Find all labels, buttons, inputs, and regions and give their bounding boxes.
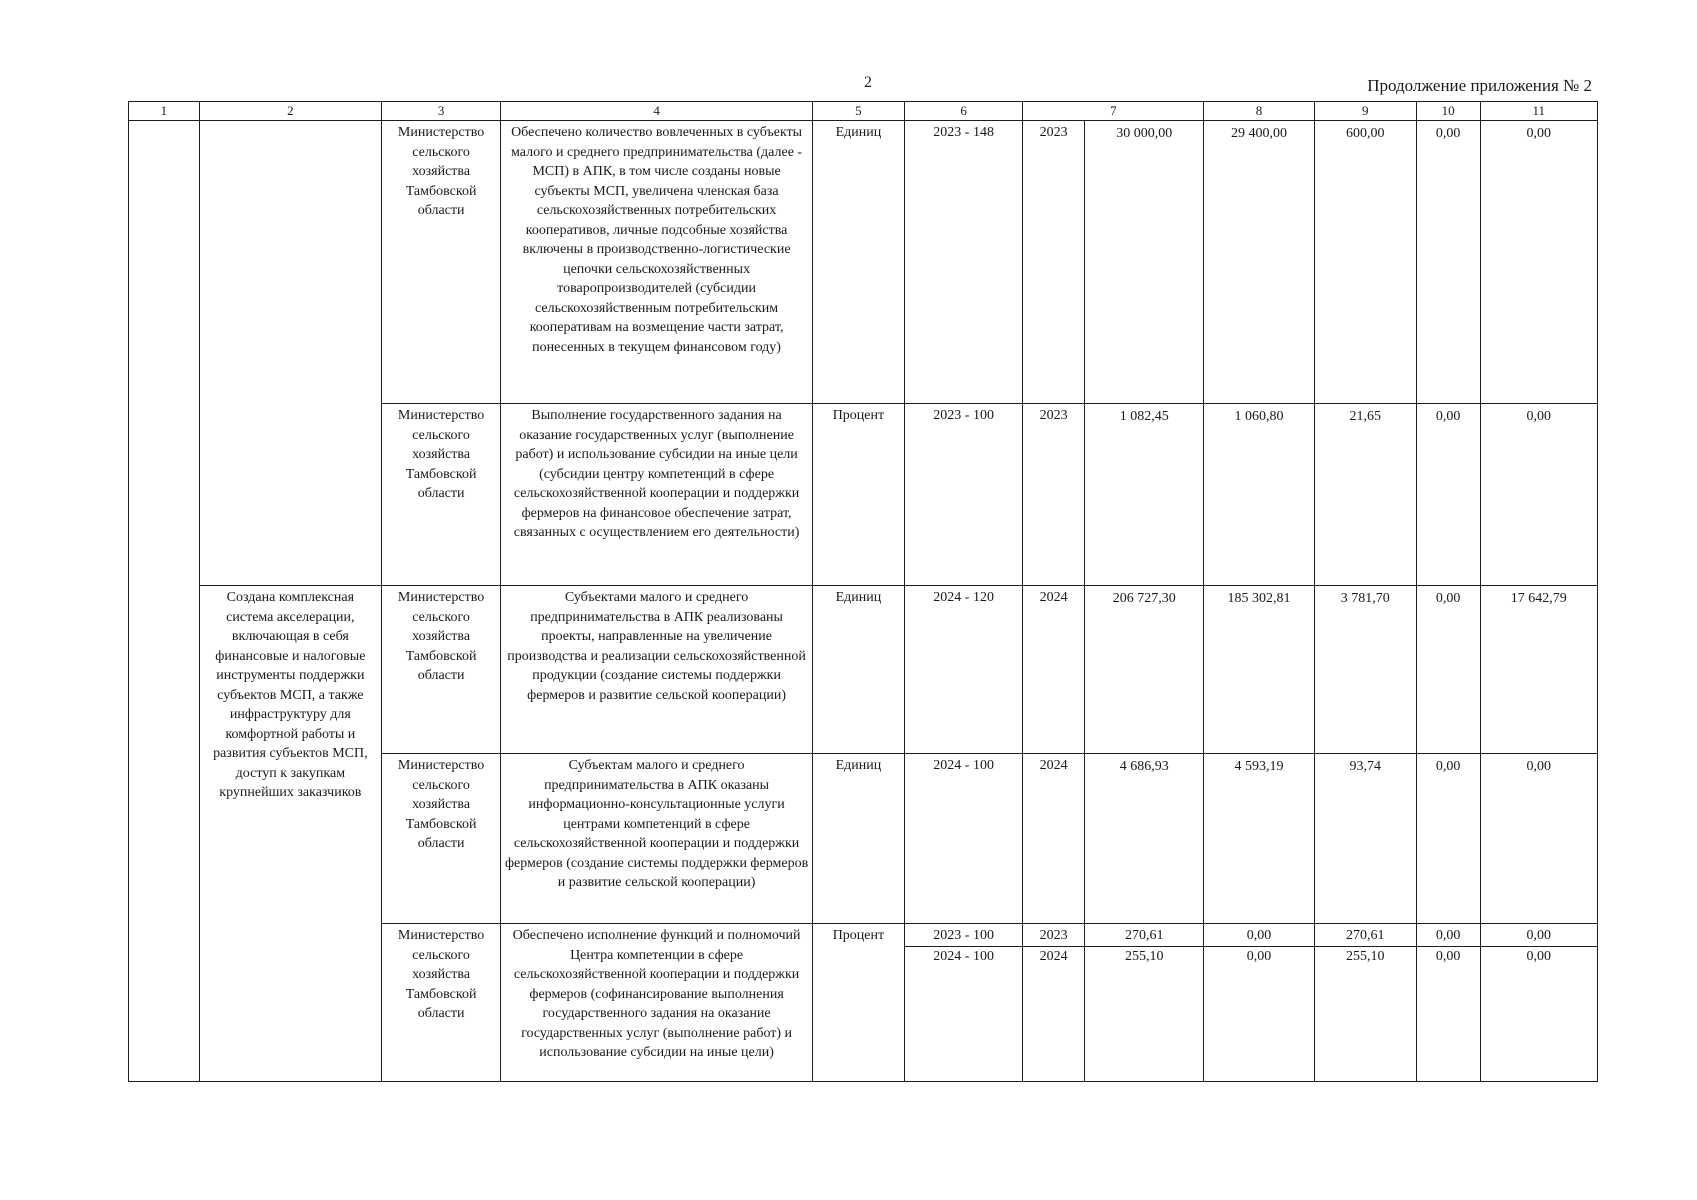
- result-cell: Создана комплексная система акселерации, включающая в себя финансовые и налоговые инструменты поддержки субъектов МСП, а также инфраструктуру для комфортной работы и развития субъектов МСП, доступ к закупкам крупнейших заказчиков: [199, 586, 381, 1082]
- column-header: 4: [501, 102, 813, 121]
- amount-cell: 0,00: [1480, 121, 1597, 404]
- target-cell: 2023 - 148: [904, 121, 1022, 404]
- column-header: 2: [199, 102, 381, 121]
- amount-cell: 1 060,80: [1204, 404, 1314, 586]
- column-header: 7: [1023, 102, 1204, 121]
- year-cell: [1023, 924, 1085, 1082]
- amount-cell: 21,65: [1314, 404, 1416, 586]
- year-2023: 2023: [1039, 928, 1068, 943]
- amount-cell: 0,00: [1480, 754, 1597, 924]
- description-cell: Обеспечено количество вовлеченных в субъекты малого и среднего предпринимательства (далее - МСП) в АПК, в том числе созданы новые субъекты МСП, увеличена членская база сельскохозяйственных потребительских кооперативов, личные подсобные хозяйства включены в производственно-логистические цепочки сельскохозяйственных товаропроизводителей (субсидии сельскохозяйственным потребительским кооперативам на возмещение части затрат, понесенных в текущем финансовом году): [501, 121, 813, 404]
- amount-2023: 270,61: [1345, 928, 1385, 943]
- appendix-continuation-label: Продолжение приложения № 2: [1367, 76, 1592, 95]
- total-cell: 30 000,00: [1085, 121, 1204, 404]
- amount-cell: 0,00: [1416, 404, 1480, 586]
- target-cell: 2023 - 100: [904, 404, 1022, 586]
- amount-cell: 0,00: [1480, 404, 1597, 586]
- target-cell: 2024 - 120: [904, 586, 1022, 754]
- year-cell: 2024: [1023, 586, 1085, 754]
- amount-2024: 255,10: [1315, 946, 1416, 967]
- description-cell: Субъектами малого и среднего предпринимательства в АПК реализованы проекты, направленные на увеличение производства и реализации сельскохозяйственной продукции (создание системы поддержки фермеров и развитие сельской кооперации): [501, 586, 813, 754]
- amount-cell: 185 302,81: [1204, 586, 1314, 754]
- table-row: [129, 586, 1598, 754]
- amount-cell: 29 400,00: [1204, 121, 1314, 404]
- amount-cell: 17 642,79: [1480, 586, 1597, 754]
- amount-cell: [1480, 924, 1597, 1082]
- row-index-cell: [129, 121, 200, 1082]
- target-2024: 2024 - 100: [905, 946, 1022, 967]
- total-cell: [1085, 924, 1204, 1082]
- target-2023: 2023 - 100: [933, 928, 994, 943]
- target-cell: [904, 924, 1022, 1082]
- executor-cell: Министерство сельского хозяйства Тамбовской области: [381, 586, 500, 754]
- description-cell: Субъектам малого и среднего предпринимательства в АПК оказаны информационно-консультационные услуги центрами компетенций в сфере сельскохозяйственной кооперации и поддержки фермеров (создание системы поддержки фермеров и развитие сельской кооперации): [501, 754, 813, 924]
- description-cell: Обеспечено исполнение функций и полномочий Центра компетенции в сфере сельскохозяйственной кооперации и поддержки фермеров (софинансирование выполнения государственного задания на оказание государственных услуг (выполнение работ) и использование субсидии на иные цели): [501, 924, 813, 1082]
- amount-cell: 3 781,70: [1314, 586, 1416, 754]
- total-2024: 255,10: [1085, 946, 1203, 967]
- column-header: 1: [129, 102, 200, 121]
- column-header: 5: [812, 102, 904, 121]
- column-header: 11: [1480, 102, 1597, 121]
- total-2023: 270,61: [1124, 928, 1164, 943]
- executor-cell: Министерство сельского хозяйства Тамбовской области: [381, 754, 500, 924]
- description-cell: Выполнение государственного задания на оказание государственных услуг (выполнение работ) и использование субсидии на иные цели (субсидии центру компетенций в сфере сельскохозяйственной кооперации и поддержки фермеров на финансовое обеспечение затрат, связанных с осуществлением его деятельности): [501, 404, 813, 586]
- budget-table: [128, 101, 1598, 1082]
- result-cell: [199, 121, 381, 586]
- total-cell: 1 082,45: [1085, 404, 1204, 586]
- target-cell: 2024 - 100: [904, 754, 1022, 924]
- column-header: 8: [1204, 102, 1314, 121]
- executor-cell: Министерство сельского хозяйства Тамбовской области: [381, 924, 500, 1082]
- unit-cell: Единиц: [812, 121, 904, 404]
- executor-cell: Министерство сельского хозяйства Тамбовской области: [381, 404, 500, 586]
- total-cell: 206 727,30: [1085, 586, 1204, 754]
- amount-cell: [1416, 924, 1480, 1082]
- unit-cell: Единиц: [812, 754, 904, 924]
- amount-2024: 0,00: [1417, 946, 1480, 967]
- amount-cell: [1204, 924, 1314, 1082]
- unit-cell: Единиц: [812, 586, 904, 754]
- year-cell: 2024: [1023, 754, 1085, 924]
- amount-cell: 0,00: [1416, 586, 1480, 754]
- amount-cell: 4 593,19: [1204, 754, 1314, 924]
- unit-cell: Процент: [812, 404, 904, 586]
- column-header: 10: [1416, 102, 1480, 121]
- total-cell: 4 686,93: [1085, 754, 1204, 924]
- column-header: 9: [1314, 102, 1416, 121]
- unit-cell: Процент: [812, 924, 904, 1082]
- amount-2023: 0,00: [1526, 928, 1552, 943]
- column-header: 6: [904, 102, 1022, 121]
- amount-2024: 0,00: [1204, 946, 1313, 967]
- amount-2023: 0,00: [1435, 928, 1461, 943]
- amount-cell: 600,00: [1314, 121, 1416, 404]
- amount-cell: 93,74: [1314, 754, 1416, 924]
- year-cell: 2023: [1023, 404, 1085, 586]
- year-2024: 2024: [1023, 946, 1084, 967]
- table-row: [129, 121, 1598, 404]
- amount-2023: 0,00: [1246, 928, 1272, 943]
- executor-cell: Министерство сельского хозяйства Тамбовской области: [381, 121, 500, 404]
- amount-cell: 0,00: [1416, 121, 1480, 404]
- amount-cell: [1314, 924, 1416, 1082]
- column-number-row: [129, 102, 1598, 121]
- amount-cell: 0,00: [1416, 754, 1480, 924]
- column-header: 3: [381, 102, 500, 121]
- page-number: 2: [864, 74, 872, 91]
- year-cell: 2023: [1023, 121, 1085, 404]
- amount-2024: 0,00: [1481, 946, 1597, 967]
